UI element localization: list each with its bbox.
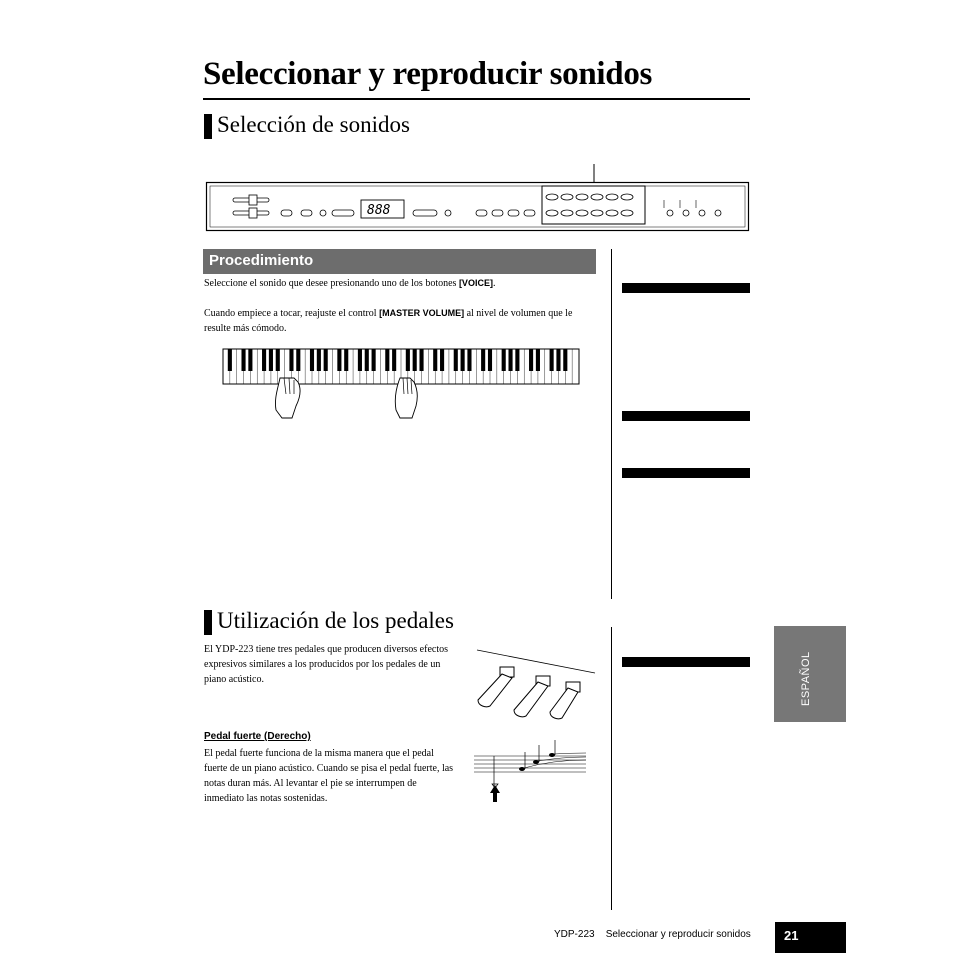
black-key <box>324 349 328 371</box>
language-tab <box>774 626 846 722</box>
black-key <box>556 349 560 371</box>
black-key <box>502 349 506 371</box>
black-key <box>454 349 458 371</box>
black-key <box>550 349 554 371</box>
black-key <box>289 349 293 371</box>
black-key <box>262 349 266 371</box>
pedals-illustration <box>472 648 600 720</box>
black-key <box>269 349 273 371</box>
paragraph-select-voice <box>204 276 594 291</box>
black-key <box>385 349 389 371</box>
sustain-notation-illustration <box>472 740 590 804</box>
black-key <box>365 349 369 371</box>
black-key <box>440 349 444 371</box>
p1-text: Seleccione el sonido que desee presionando uno de los botones <box>204 278 459 289</box>
right-hand <box>395 378 417 418</box>
black-key <box>529 349 533 371</box>
paragraph-pedals-intro: El YDP-223 tiene tres pedales que producen diversos efectos expresivos similares a los producidos por los pedales de un piano acústico. <box>204 644 448 685</box>
column-divider <box>611 249 612 599</box>
black-key <box>488 349 492 371</box>
black-key <box>276 349 280 371</box>
page-number: 21 <box>784 928 799 943</box>
black-key <box>392 349 396 371</box>
black-key <box>481 349 485 371</box>
black-key <box>515 349 519 371</box>
page-title: Seleccionar y reproducir sonidos <box>203 56 653 92</box>
black-key <box>241 349 245 371</box>
black-key <box>419 349 423 371</box>
language-tab-label: ESPAÑOL <box>800 651 812 706</box>
control-panel-illustration <box>205 164 751 234</box>
black-key <box>406 349 410 371</box>
paragraph-damper-pedal: El pedal fuerte funciona de la misma manera que el pedal fuerte de un piano acústico. Cuando se pisa el pedal fuerte, las notas duran más. Al levantar el pie se interrumpen de inmediato las notas sostenidas. <box>204 748 454 804</box>
procedure-label: Procedimiento <box>209 252 314 269</box>
black-key <box>310 349 314 371</box>
damper-pedal-heading: Pedal fuerte (Derecho) <box>204 731 311 742</box>
section-heading-pedals: Utilización de los pedales <box>217 608 454 633</box>
p2-text: Cuando empiece a tocar, reajuste el control <box>204 308 380 319</box>
black-key <box>461 349 465 371</box>
black-key <box>248 349 252 371</box>
title-rule <box>203 98 750 100</box>
black-key <box>467 349 471 371</box>
page-number-box <box>775 922 846 953</box>
margin-note-bar <box>622 411 750 421</box>
procedure-band <box>203 249 596 274</box>
margin-note-bar <box>622 283 750 293</box>
black-key <box>344 349 348 371</box>
margin-note-bar <box>622 657 750 667</box>
p2-bold: [MASTER VOLUME] <box>379 308 465 318</box>
section-bar <box>204 114 212 139</box>
black-key <box>228 349 232 371</box>
black-key <box>508 349 512 371</box>
paragraph-volume <box>204 306 594 336</box>
column-divider <box>611 627 612 910</box>
section-bar <box>204 610 212 635</box>
footer-model: YDP-223 <box>554 929 595 940</box>
black-key <box>413 349 417 371</box>
black-key <box>317 349 321 371</box>
keyboard-illustration <box>222 348 580 420</box>
black-key <box>296 349 300 371</box>
black-key <box>337 349 341 371</box>
left-hand <box>275 378 300 418</box>
black-key <box>536 349 540 371</box>
margin-note-bar <box>622 468 750 478</box>
footer <box>554 929 751 940</box>
p1-end: . <box>492 278 496 289</box>
led-display-value: 888 <box>367 203 391 218</box>
black-key <box>358 349 362 371</box>
footer-section: Seleccionar y reproducir sonidos <box>605 929 751 940</box>
p2-end: al nivel de volumen que le resulte más cómodo. <box>204 308 573 334</box>
section-heading-voices: Selección de sonidos <box>217 112 410 137</box>
black-key <box>372 349 376 371</box>
black-key <box>563 349 567 371</box>
black-key <box>433 349 437 371</box>
p1-bold: [VOICE] <box>458 278 493 288</box>
